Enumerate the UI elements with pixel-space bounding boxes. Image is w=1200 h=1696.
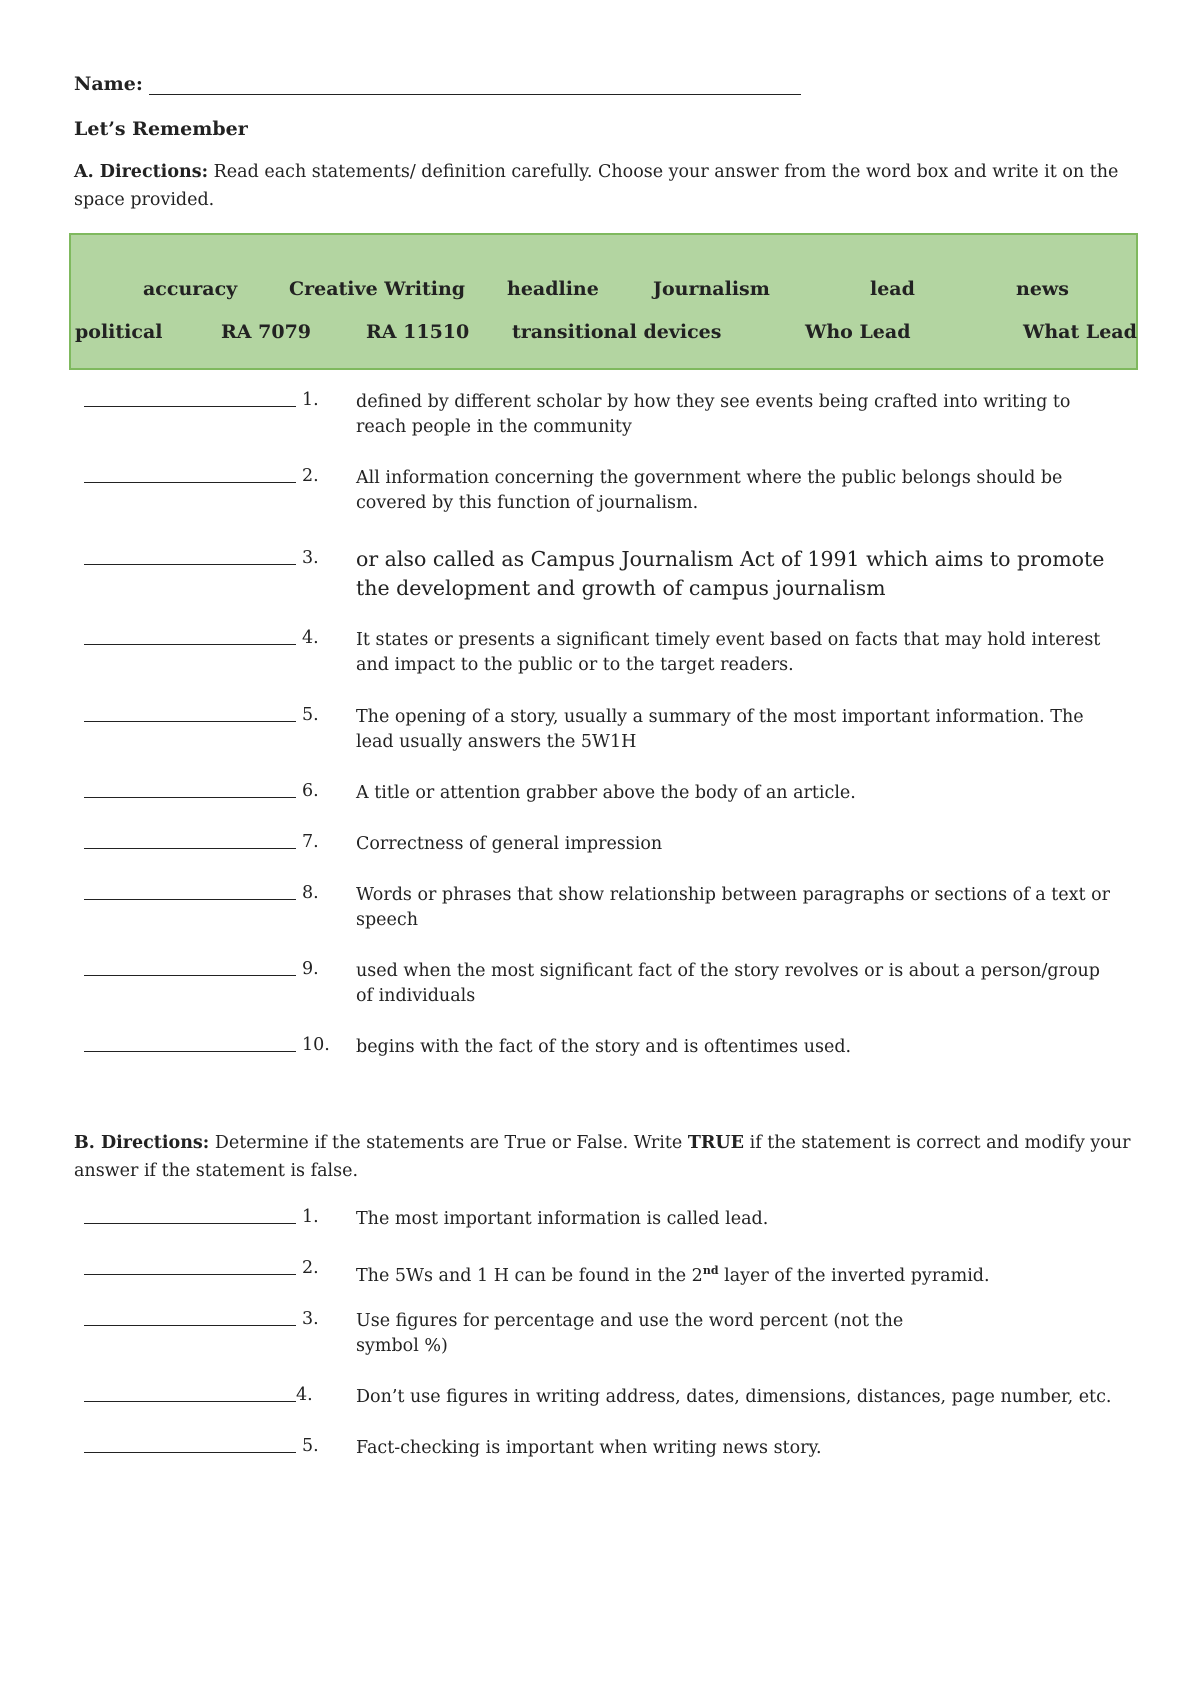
item-text: Don’t use figures in writing address, dates, dimensions, distances, page number, etc. bbox=[356, 1387, 1112, 1407]
part-a-item bbox=[84, 628, 1144, 684]
item-text: begins with the fact of the story and is oftentimes used. bbox=[356, 1037, 852, 1057]
item-text: It states or presents a significant timely event based on facts that may hold interest and impact to the public or to the target readers. bbox=[356, 630, 1101, 675]
part-a-label: A. Directions: bbox=[74, 162, 209, 182]
item-text-before: The 5Ws and 1 H can be found in the 2 bbox=[356, 1265, 703, 1286]
part-a-item bbox=[84, 705, 1144, 761]
name-row bbox=[74, 73, 801, 95]
item-number: 5. bbox=[302, 705, 319, 725]
item-number: 8. bbox=[302, 883, 319, 903]
part-b-item bbox=[84, 1207, 1144, 1263]
item-number: 7. bbox=[302, 832, 319, 852]
answer-blank[interactable] bbox=[84, 797, 296, 798]
item-text: Correctness of general impression bbox=[356, 834, 663, 854]
item-number: 3. bbox=[302, 548, 319, 568]
word-box-item: RA 11510 bbox=[366, 321, 470, 343]
word-box-item: What Lead bbox=[1023, 321, 1137, 343]
section-title: Let’s Remember bbox=[74, 118, 248, 140]
item-text: The opening of a story, usually a summary of the most important information. The lead usually answers the 5W1H bbox=[356, 707, 1084, 752]
answer-blank[interactable] bbox=[84, 1223, 296, 1224]
word-box-item: transitional devices bbox=[512, 321, 722, 343]
answer-blank[interactable] bbox=[84, 1325, 296, 1326]
item-number: 9. bbox=[302, 959, 319, 979]
item-number: 2. bbox=[302, 1258, 319, 1278]
answer-blank[interactable] bbox=[84, 975, 296, 976]
item-text: The most important information is called lead. bbox=[356, 1209, 769, 1229]
word-box-item: Who Lead bbox=[805, 321, 911, 343]
answer-blank[interactable] bbox=[84, 899, 296, 900]
part-a-item bbox=[84, 781, 1144, 837]
item-text: All information concerning the government where the public belongs should be covered by this function of journalism. bbox=[356, 468, 1063, 513]
item-text-after: layer of the inverted pyramid. bbox=[718, 1265, 990, 1286]
answer-blank[interactable] bbox=[84, 1401, 296, 1402]
word-box-item: RA 7079 bbox=[221, 321, 312, 343]
part-a-directions bbox=[74, 158, 1134, 214]
word-box-item: headline bbox=[507, 278, 599, 300]
answer-blank[interactable] bbox=[84, 644, 296, 645]
word-box-item: accuracy bbox=[143, 278, 238, 300]
part-a-item bbox=[84, 832, 1144, 888]
item-number: 5. bbox=[302, 1436, 319, 1456]
item-number: 6. bbox=[302, 781, 319, 801]
part-a-text: Read each statements/ definition carefully. Choose your answer from the word box and write it on the space provided. bbox=[74, 162, 1119, 210]
word-box-item: Journalism bbox=[653, 278, 770, 300]
part-a-item bbox=[84, 548, 1144, 604]
part-b-item bbox=[84, 1436, 1144, 1492]
answer-blank[interactable] bbox=[84, 482, 296, 483]
item-number: 1. bbox=[302, 390, 319, 410]
part-b-text-before: Determine if the statements are True or False. Write bbox=[214, 1133, 683, 1153]
item-number: 4. bbox=[302, 628, 319, 648]
item-number: 3. bbox=[302, 1309, 319, 1329]
answer-blank[interactable] bbox=[84, 1452, 296, 1453]
ordinal-suffix: nd bbox=[702, 1264, 719, 1277]
part-b-item bbox=[84, 1385, 1144, 1441]
name-label: Name: bbox=[74, 73, 143, 95]
answer-blank[interactable] bbox=[84, 848, 296, 849]
item-text: Fact-checking is important when writing news story. bbox=[356, 1438, 822, 1458]
item-text: Use figures for percentage and use the word percent (not the symbol %) bbox=[356, 1311, 904, 1356]
item-text: defined by different scholar by how they see events being crafted into writing to reach people in the community bbox=[356, 392, 1071, 437]
part-b-text-after: if the statement is correct and modify your answer if the statement is false. bbox=[74, 1133, 1131, 1181]
answer-blank[interactable] bbox=[84, 1051, 296, 1052]
answer-blank[interactable] bbox=[84, 721, 296, 722]
part-a-item bbox=[84, 466, 1144, 522]
part-b-directions bbox=[74, 1129, 1134, 1185]
item-number: 4. bbox=[296, 1385, 313, 1405]
word-box-item: lead bbox=[870, 278, 915, 300]
part-b-item bbox=[84, 1309, 1144, 1365]
answer-blank[interactable] bbox=[84, 406, 296, 407]
item-text: A title or attention grabber above the body of an article. bbox=[356, 783, 856, 803]
part-a-item bbox=[84, 959, 1144, 1015]
answer-blank[interactable] bbox=[84, 564, 296, 565]
item-number: 1. bbox=[302, 1207, 319, 1227]
item-text: or also called as Campus Journalism Act of 1991 which aims to promote the development and growth of campus journalism bbox=[356, 547, 1105, 600]
answer-blank[interactable] bbox=[84, 1274, 296, 1275]
part-a-item bbox=[84, 883, 1144, 939]
word-box-item: political bbox=[75, 321, 163, 343]
item-text: Words or phrases that show relationship between paragraphs or sections of a text or speech bbox=[356, 885, 1111, 930]
word-box bbox=[69, 233, 1138, 370]
part-b-label: B. Directions: bbox=[74, 1133, 210, 1153]
item-number: 10. bbox=[302, 1035, 330, 1055]
word-box-item: news bbox=[1016, 278, 1069, 300]
part-a-item bbox=[84, 1035, 1144, 1091]
item-number: 2. bbox=[302, 466, 319, 486]
true-keyword: TRUE bbox=[687, 1133, 745, 1153]
item-text: used when the most significant fact of the story revolves or is about a person/group of individuals bbox=[356, 961, 1100, 1006]
item-text bbox=[356, 1258, 1116, 1289]
name-input-line[interactable] bbox=[149, 74, 801, 95]
part-a-item bbox=[84, 390, 1144, 446]
word-box-item: Creative Writing bbox=[289, 278, 466, 300]
part-b-item bbox=[84, 1258, 1144, 1314]
